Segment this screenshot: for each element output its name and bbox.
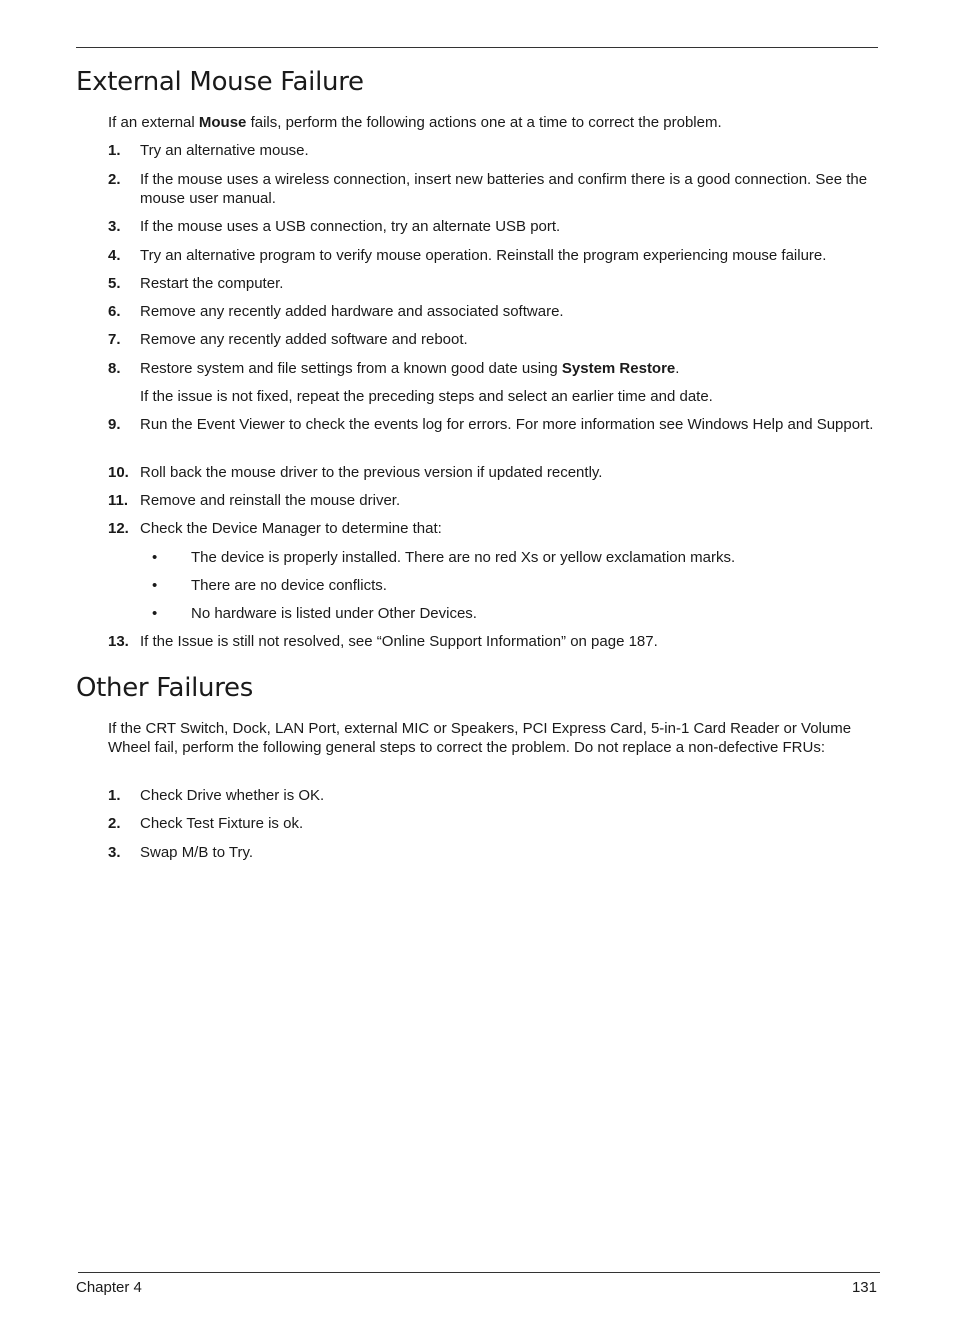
footer-chapter: Chapter 4 xyxy=(76,1279,142,1296)
section2-intro: If the CRT Switch, Dock, LAN Port, external MIC or Speakers, PCI Express Card, 5-in-1 Card Reader or Volume Wheel fail, perform the following general steps to correct the problem. Do not replace a non-defective FRUs: xyxy=(108,720,852,756)
footer-page-number: 131 xyxy=(851,1279,877,1296)
section-title-other-failures: Other Failures xyxy=(76,673,253,703)
section-title-external-mouse-failure: External Mouse Failure xyxy=(76,67,364,97)
footer-rule xyxy=(78,1272,880,1273)
header-rule xyxy=(76,47,878,48)
section1-intro: If an external Mouse fails, perform the following actions one at a time to correct the problem. xyxy=(108,114,722,131)
list-item-note: If the issue is not fixed, repeat the preceding steps and select an earlier time and date. xyxy=(140,388,713,405)
list-item-text: Restore system and file settings from a known good date using System Restore. xyxy=(140,360,680,377)
